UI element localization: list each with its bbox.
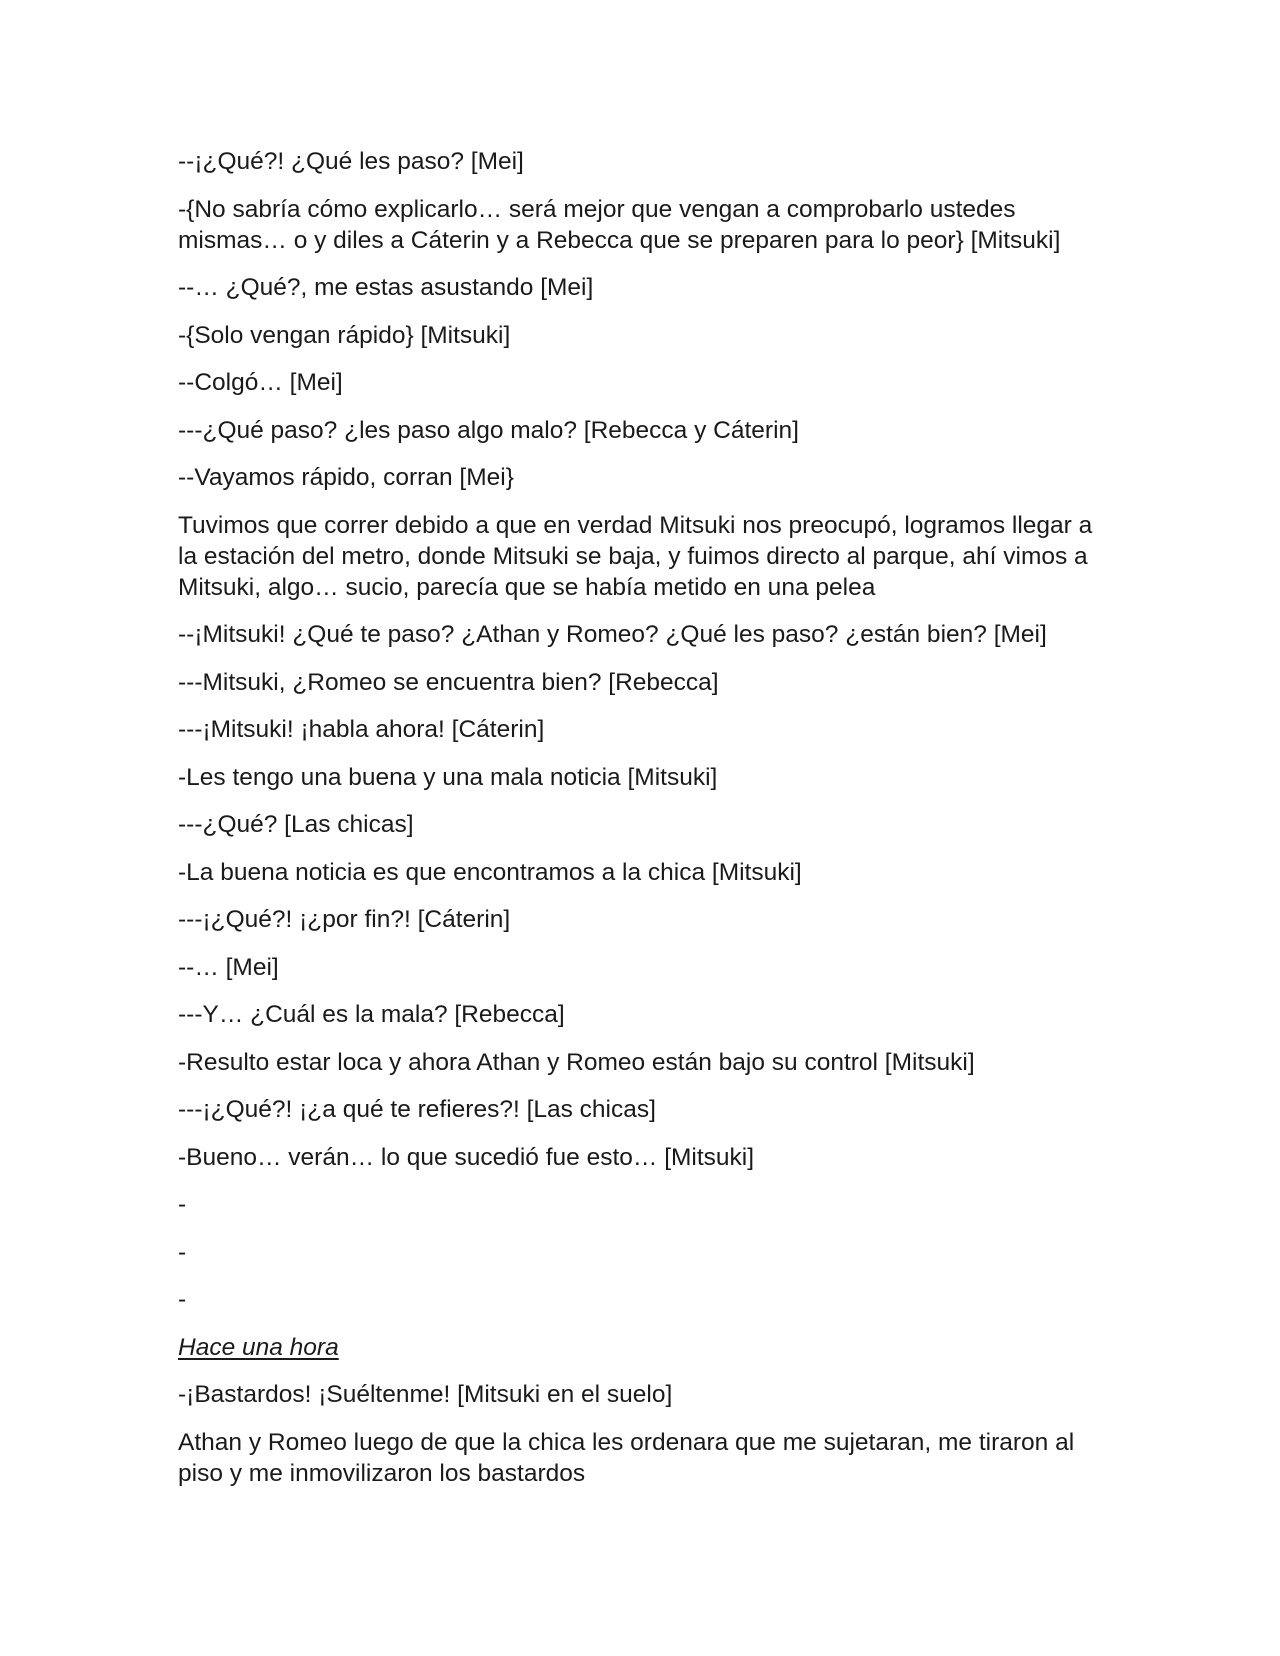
paragraph: -Bueno… verán… lo que sucedió fue esto… [Mitsuki] xyxy=(178,1143,755,1171)
paragraph: --¡Mitsuki! ¿Qué te paso? ¿Athan y Romeo? ¿Qué les paso? ¿están bien? [Mei] xyxy=(178,621,1047,648)
paragraph: ---¡¿Qué?! ¡¿a qué te refieres?! [Las chicas] xyxy=(178,1096,656,1123)
paragraph: -Resulto estar loca y ahora Athan y Romeo están bajo su control [Mitsuki] xyxy=(178,1048,975,1076)
paragraph: -¡Bastardos! ¡Suéltenme! [Mitsuki en el suelo] xyxy=(178,1381,673,1408)
paragraph: --… ¿Qué?, me estas asustando [Mei] xyxy=(178,274,594,301)
paragraph: -{No sabría cómo explicarlo… será mejor que vengan a comprobarlo ustedes mismas… o y diles a Cáterin y a Rebecca que se preparen para lo peor} [Mitsuki] xyxy=(178,195,1061,254)
paragraph: ---¡¿Qué?! ¡¿por fin?! [Cáterin] xyxy=(178,906,511,933)
paragraph: --Vayamos rápido, corran [Mei} xyxy=(178,464,514,491)
paragraph: - xyxy=(178,1191,187,1218)
paragraph: ---¿Qué paso? ¿les paso algo malo? [Rebecca y Cáterin] xyxy=(178,416,799,444)
section-heading: Hace una hora xyxy=(178,1333,339,1361)
paragraph: ---¿Qué? [Las chicas] xyxy=(178,811,414,838)
paragraph: - xyxy=(178,1238,187,1266)
paragraph: ---Y… ¿Cuál es la mala? [Rebecca] xyxy=(178,1001,565,1028)
paragraph: -Les tengo una buena y una mala noticia [Mitsuki] xyxy=(178,763,718,791)
document-body xyxy=(178,146,1118,1505)
paragraph: ---Mitsuki, ¿Romeo se encuentra bien? [Rebecca] xyxy=(178,668,719,696)
paragraph: ---¡Mitsuki! ¡habla ahora! [Cáterin] xyxy=(178,716,545,743)
paragraph: Tuvimos que correr debido a que en verdad Mitsuki nos preocupó, logramos llegar a la estación del metro, donde Mitsuki se baja, y fuimos directo al parque, ahí vimos a Mitsuki, algo… sucio, parecía que se había metido en una pelea xyxy=(178,511,1100,601)
paragraph: --¡¿Qué?! ¿Qué les paso? [Mei] xyxy=(178,148,524,175)
paragraph: Athan y Romeo luego de que la chica les ordenara que me sujetaran, me tiraron al piso y me inmovilizaron los bastardos xyxy=(178,1428,1081,1487)
paragraph: -{Solo vengan rápido} [Mitsuki] xyxy=(178,321,511,349)
paragraph: - xyxy=(178,1286,187,1313)
paragraph: --Colgó… [Mei] xyxy=(178,369,343,396)
paragraph: -La buena noticia es que encontramos a la chica [Mitsuki] xyxy=(178,858,802,886)
paragraph: --… [Mei] xyxy=(178,953,279,981)
